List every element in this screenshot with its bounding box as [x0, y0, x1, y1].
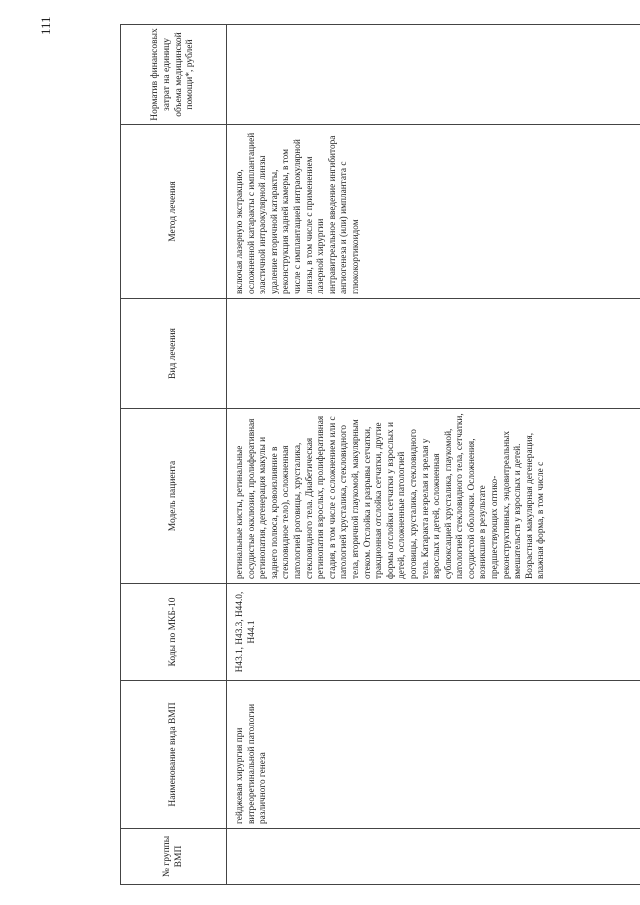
cell-icd-codes: H43.1, H43.3, H44.0, H44.1 — [227, 584, 640, 681]
cell-treatment-kind — [227, 299, 640, 409]
cell-cost-norm — [227, 25, 640, 125]
method-item: удаление вторичной катаракты, реконструкция задней камеры, в том числе с имплантацией интраокулярной линзы, в том числе с применением лазерной хирургии — [269, 139, 327, 294]
vmp-table — [120, 24, 640, 885]
cell-patient-model: ретинальные кисты, ретинальные сосудистые окклюзии, пролиферативная ретинопатия, дегенерация макулы и заднего полюса, кровоизлияние в стекловидное тело), осложненная патологией роговицы, хрусталика, стекловидного тела. Диабетическая ретинопатия взрослых, пролиферативная стадия, в том числе с осложнением или с патологией хрусталика, стекловидного тела, вторичной глаукомой, макулярным отеком. Отслойка и разрывы сетчатки, тракционная отслойка сетчатки, другие формы отслойки сетчатки у взрослых и детей, осложненные патологией роговицы, хрусталика, стекловидного тела. Катаракта незрелая и зрелая у взрослых и детей, осложненная сублюксацией хрусталика, глаукомой, патологией стекловидного тела, сетчатки, сосудистой оболочки. Осложнения, возникшие в результате предшествующих оптико-реконструктивных, эндовитреальных вмешательств у взрослых и детей. Возрастная макулярная дегенерация, влажная форма, в том числе с — [227, 409, 640, 584]
page-number: 111 — [38, 16, 53, 35]
header-treatment-kind: Вид лечения — [121, 299, 227, 409]
table-row — [227, 25, 640, 885]
header-icd-codes: Коды по МКБ-10 — [121, 584, 227, 681]
header-group-number: № группы ВМП — [121, 829, 227, 885]
header-treatment-method: Метод лечения — [121, 125, 227, 299]
method-item: включая лазерную экстракцию, осложненной катаракты с имплантацией эластичной интраокулярной линзы — [235, 132, 269, 294]
header-patient-model: Модель пациента — [121, 409, 227, 584]
method-item: интравитреальное введение ингибитора ангиогенеза и (или) имплантата с глюкокортикоидом — [327, 135, 361, 294]
header-vmp-name: Наименование вида ВМП — [121, 681, 227, 829]
table-header-row — [121, 25, 227, 885]
header-cost-norm: Норматив финансовых затрат на единицу объема медицинской помощи*, рублей — [121, 25, 227, 125]
cell-vmp-name: гейджевая хирургия при витреоретинальной патологии различного генеза — [227, 681, 640, 829]
cell-treatment-method — [227, 125, 640, 299]
cell-group-number — [227, 829, 640, 885]
